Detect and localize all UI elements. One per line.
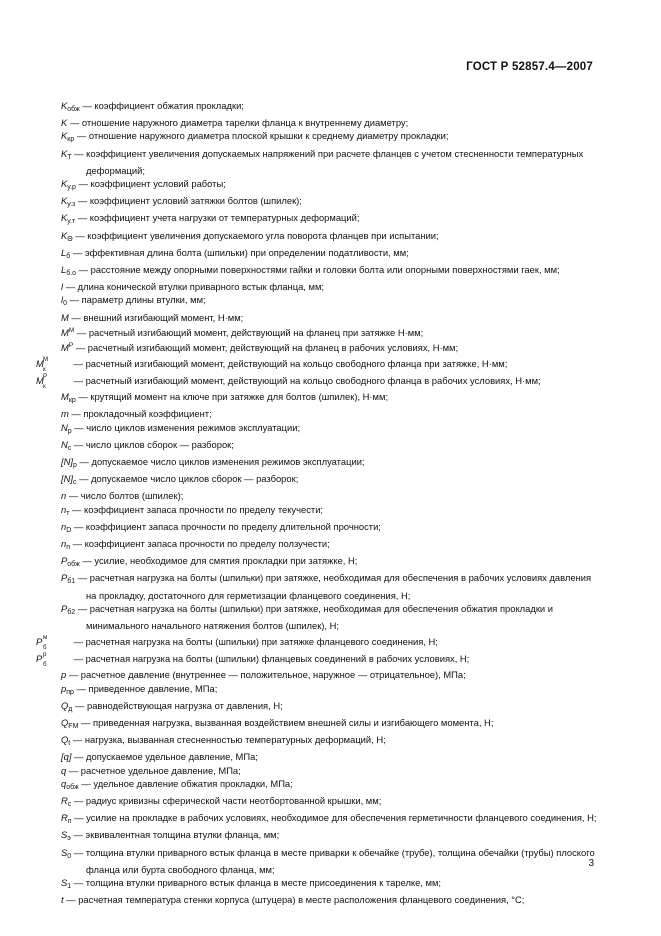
symbol: m — [61, 408, 69, 420]
symbol-entry — [61, 794, 602, 811]
symbol-superscript: Р — [68, 342, 74, 350]
symbol-entry — [61, 177, 602, 194]
symbol-subscript: р — [72, 462, 77, 470]
symbol-definition: — коэффициент условий работы; — [75, 178, 226, 190]
symbol-subscript: D — [66, 526, 72, 534]
symbol-entry — [61, 571, 602, 601]
symbol-definition: — расчетное удельное давление, МПа; — [66, 764, 241, 776]
symbol-definition: — внешний изгибающий момент, Н·мм; — [68, 311, 244, 323]
symbol: n — [61, 520, 67, 532]
symbol: n — [61, 490, 67, 502]
symbol-entry — [61, 293, 602, 310]
symbol: Q — [61, 734, 69, 746]
symbol-definition: — равнодействующая нагрузка от давления, Н; — [72, 699, 283, 711]
symbol-definition: — эквивалентная толщина втулки фланца, мм; — [70, 829, 280, 841]
symbol: K — [61, 195, 68, 207]
symbol: N — [61, 438, 68, 450]
symbol-definition: — коэффициент запаса прочности по пределу длительной прочности; — [71, 520, 381, 532]
symbol-entry — [61, 116, 602, 129]
symbol: l — [61, 294, 64, 306]
symbol-subscript: 0 — [63, 300, 67, 308]
symbol: M — [61, 311, 69, 323]
symbol-entry — [61, 520, 602, 537]
symbol: q — [61, 764, 67, 776]
symbol-entry — [61, 699, 602, 716]
symbol-entry — [61, 537, 602, 554]
symbol: n — [61, 503, 67, 515]
symbol-definition: — прокладочный коэффициент; — [68, 408, 212, 420]
symbol-definition: — коэффициент запаса прочности по пределу ползучести; — [70, 538, 330, 550]
symbol-definition: — расчетная температура стенки корпуса (штуцера) в месте расположения фланцевого соединения, °С; — [63, 894, 525, 906]
symbol-entry — [61, 339, 602, 354]
symbol-entry — [61, 668, 602, 681]
symbol-definition: — приведенная нагрузка, вызванная воздействием внешней силы и изгибающего момента, Н; — [78, 716, 494, 728]
symbol-list — [36, 99, 602, 906]
symbol-entry — [61, 893, 602, 906]
symbol-superscript: М — [68, 326, 75, 334]
symbol: K — [61, 212, 68, 224]
symbol-definition: — усилие на прокладке в рабочих условиях, необходимое для обеспечения герметичности фланцевого соединения, Н; — [71, 812, 597, 824]
symbol-entry — [61, 211, 602, 228]
symbol-definition: — эффективная длина болта (шпильки) при определении податливости, мм; — [70, 246, 409, 258]
page-number: 3 — [588, 858, 594, 869]
symbol-definition: — нагрузка, вызванная стесненностью температурных деформаций, Н; — [70, 734, 386, 746]
symbol-entry — [36, 373, 602, 391]
symbol-entry — [36, 651, 602, 669]
symbol-subscript: t — [68, 740, 71, 748]
symbol-subscript: T — [67, 153, 72, 161]
symbol-subscript: п — [67, 818, 72, 826]
symbol: S — [61, 846, 68, 858]
symbol-subscript: у.р — [67, 184, 76, 192]
symbol: p — [61, 669, 67, 681]
symbol-definition: — допускаемое удельное давление, МПа; — [71, 751, 258, 763]
symbol: K — [61, 229, 68, 241]
symbol-entry — [61, 489, 602, 502]
symbol-subscript: д — [68, 705, 73, 713]
symbol: P — [61, 602, 68, 614]
symbol: [N] — [61, 473, 73, 485]
symbol-definition: — расчетный изгибающий момент, действующий на кольцо свободного фланца в рабочих условиях, Н·мм; — [71, 375, 541, 387]
symbol: R — [61, 794, 68, 806]
symbol-definition: — расчетная нагрузка на болты (шпильки) при затяжке, необходимая для обеспечения в рабочих условиях давления на прокладку, достаточного для герметизации фланцевого соединения, Н; — [75, 572, 592, 601]
symbol: [q] — [61, 751, 72, 763]
symbol-subscript: 0 — [67, 852, 72, 860]
symbol-subscript: б — [66, 252, 71, 260]
symbol-entry — [61, 554, 602, 571]
symbol: P м б — [36, 634, 48, 652]
symbol-entry — [61, 733, 602, 750]
symbol-definition: — радиус кривизны сферической части неотбортованной крышки, мм; — [71, 794, 382, 806]
symbol-definition: — коэффициент учета нагрузки от температурных деформаций; — [75, 212, 360, 224]
symbol-definition: — усилие, необходимое для смятия прокладки при затяжке, Н; — [79, 555, 358, 567]
symbol-entry — [61, 280, 602, 293]
symbol-entry — [61, 503, 602, 520]
symbol-subscript: FM — [68, 722, 79, 730]
symbol-definition: — расчетная нагрузка на болты (шпильки) при затяжке фланцевого соединения, Н; — [71, 636, 438, 648]
symbol-subscript: б2 — [67, 608, 76, 616]
symbol-subscript: б1 — [67, 578, 76, 586]
symbol-entry — [61, 311, 602, 324]
document-header: ГОСТ Р 52857.4—2007 — [466, 61, 593, 73]
symbol-definition: — отношение наружного диаметра тарелки фланца к внутреннему диаметру; — [67, 117, 409, 129]
symbol-definition: — допускаемое число циклов изменения режимов эксплуатации; — [76, 456, 365, 468]
symbol-subscript: с — [67, 444, 72, 452]
symbol-definition: — параметр длины втулки, мм; — [67, 294, 206, 306]
symbol-entry — [61, 147, 602, 177]
symbol-definition: — коэффициент увеличения допускаемых напряжений при расчете фланцев с учетом стесненности температурных деформаций; — [71, 147, 584, 176]
symbol-definition: — коэффициент условий затяжки болтов (шпилек); — [75, 195, 302, 207]
symbol-entry — [61, 194, 602, 211]
symbol-definition: — число болтов (шпилек); — [66, 490, 184, 502]
symbol-definition: — расчетный изгибающий момент, действующий на фланец при затяжке Н·мм; — [74, 326, 424, 338]
symbol-entry — [61, 246, 602, 263]
symbol-subscript: у.т — [67, 218, 76, 226]
symbol: S — [61, 876, 68, 888]
symbol-entry — [61, 263, 602, 280]
symbol: K — [61, 117, 68, 129]
symbol-entry — [36, 356, 602, 374]
symbol: K — [61, 130, 68, 142]
symbol: L — [61, 246, 67, 258]
symbol: l — [61, 281, 64, 293]
symbol-definition: — допускаемое число циклов сборок — разборок; — [76, 473, 299, 485]
symbol: K — [61, 100, 68, 111]
symbol-entry — [61, 229, 602, 246]
symbol-entry — [61, 811, 602, 828]
symbol-subscript: с — [72, 479, 77, 487]
symbol-definition: — длина конической втулки приварного встык фланца, мм; — [63, 281, 325, 293]
symbol-subscript: пр — [66, 688, 74, 696]
symbol-subscript: 1 — [67, 882, 72, 890]
symbol-entry — [36, 634, 602, 652]
symbol: K — [61, 178, 68, 190]
symbol-entry — [61, 828, 602, 845]
symbol-subscript: т — [66, 509, 70, 517]
symbol: Q — [61, 699, 69, 711]
symbol-subscript: б.о — [66, 270, 77, 278]
symbol-entry — [61, 846, 602, 876]
symbol-entry — [61, 438, 602, 455]
symbol: n — [61, 538, 67, 550]
symbol-entry — [61, 129, 602, 146]
symbol: L — [61, 264, 67, 276]
symbol-subscript: обж — [67, 561, 80, 569]
symbol-definition: — удельное давление обжатия прокладки, МПа; — [78, 777, 293, 789]
symbol-entry — [61, 455, 602, 472]
symbol: P — [61, 572, 68, 584]
symbol-definition: — расчетное давление (внутреннее — положительное, наружное — отрицательное), МПа; — [66, 669, 466, 681]
symbol-definition: — крутящий момент на ключе при затяжке для болтов (шпилек), Н·мм; — [75, 391, 389, 403]
symbol: M — [61, 342, 69, 354]
symbol-entry — [61, 324, 602, 339]
symbol: Q — [61, 716, 69, 728]
symbol: q — [61, 777, 67, 789]
symbol: R — [61, 812, 68, 824]
symbol-definition: — расстояние между опорными поверхностями гайки и головки болта или опорными поверхностями гаек, мм; — [76, 264, 560, 276]
symbol-entry — [61, 421, 602, 438]
symbol-entry — [61, 390, 602, 407]
symbol: [N] — [61, 456, 73, 468]
symbol: K — [61, 147, 68, 159]
symbol-entry — [61, 876, 602, 893]
symbol-definition: — число циклов изменения режимов эксплуатации; — [71, 421, 301, 433]
symbol: M Р к — [36, 373, 48, 391]
symbol-definition: — расчетный изгибающий момент, действующий на фланец в рабочих условиях, Н·мм; — [73, 342, 459, 354]
symbol-entry — [61, 602, 602, 632]
symbol-subscript: э — [67, 835, 71, 843]
symbol: S — [61, 829, 68, 841]
symbol: p — [61, 682, 67, 694]
symbol-definition: — коэффициент обжатия прокладки; — [79, 100, 244, 111]
symbol: N — [61, 421, 68, 433]
symbol: P р б — [36, 651, 47, 669]
symbol-definition: — число циклов сборок — разборок; — [71, 438, 234, 450]
symbol-definition: — отношение наружного диаметра плоской крышки к среднему диаметру прокладки; — [74, 130, 449, 142]
symbol-subscript: с — [67, 800, 72, 808]
symbol: P — [61, 555, 68, 567]
symbol-entry — [61, 472, 602, 489]
symbol-entry — [61, 764, 602, 777]
symbol-entry — [61, 777, 602, 794]
symbol-subscript: п — [66, 544, 71, 552]
symbol-subscript: у.з — [67, 201, 76, 209]
symbol-subscript: кр — [67, 136, 75, 144]
symbol-subscript: обж — [66, 783, 79, 791]
symbol-subscript: кр — [68, 397, 76, 405]
symbol-entry — [61, 407, 602, 420]
symbol-definition: — расчетный изгибающий момент, действующий на кольцо свободного фланца при затяжке, Н·мм; — [71, 358, 508, 370]
symbol-entry — [61, 716, 602, 733]
symbol-definition: — расчетная нагрузка на болты (шпильки) при затяжке, необходимая для обеспечения обжатия прокладки и минимального начального натяжения болтов (шпилек), Н; — [75, 602, 554, 632]
symbol-subscript: обж — [67, 106, 80, 113]
symbol: M М к — [36, 356, 49, 374]
symbol-entry — [61, 682, 602, 699]
symbol-definition: — коэффициент увеличения допускаемого угла поворота фланцев при испытании; — [72, 229, 439, 241]
symbol-definition: — приведенное давление, МПа; — [73, 682, 218, 694]
symbol-definition: — коэффициент запаса прочности по пределу текучести; — [69, 503, 324, 515]
symbol: M — [61, 391, 69, 403]
symbol-subscript: Θ — [67, 235, 73, 243]
symbol-definition: — толщина втулки приварного встык фланца в месте присоединения к тарелке, мм; — [71, 876, 442, 888]
symbol: M — [61, 326, 69, 338]
symbol-entry — [61, 99, 602, 116]
symbol-subscript: р — [67, 427, 72, 435]
symbol-entry — [61, 750, 602, 763]
symbol-definition: — расчетная нагрузка на болты (шпильки) фланцевых соединений в рабочих условиях, Н; — [71, 653, 470, 665]
symbol: t — [61, 894, 64, 906]
symbol-definition: — толщина втулки приварного встык фланца в месте приварки к обечайке (трубе), толщина обечайки (трубы) плоского фланца или бурта свободного фланца, мм; — [71, 846, 595, 875]
